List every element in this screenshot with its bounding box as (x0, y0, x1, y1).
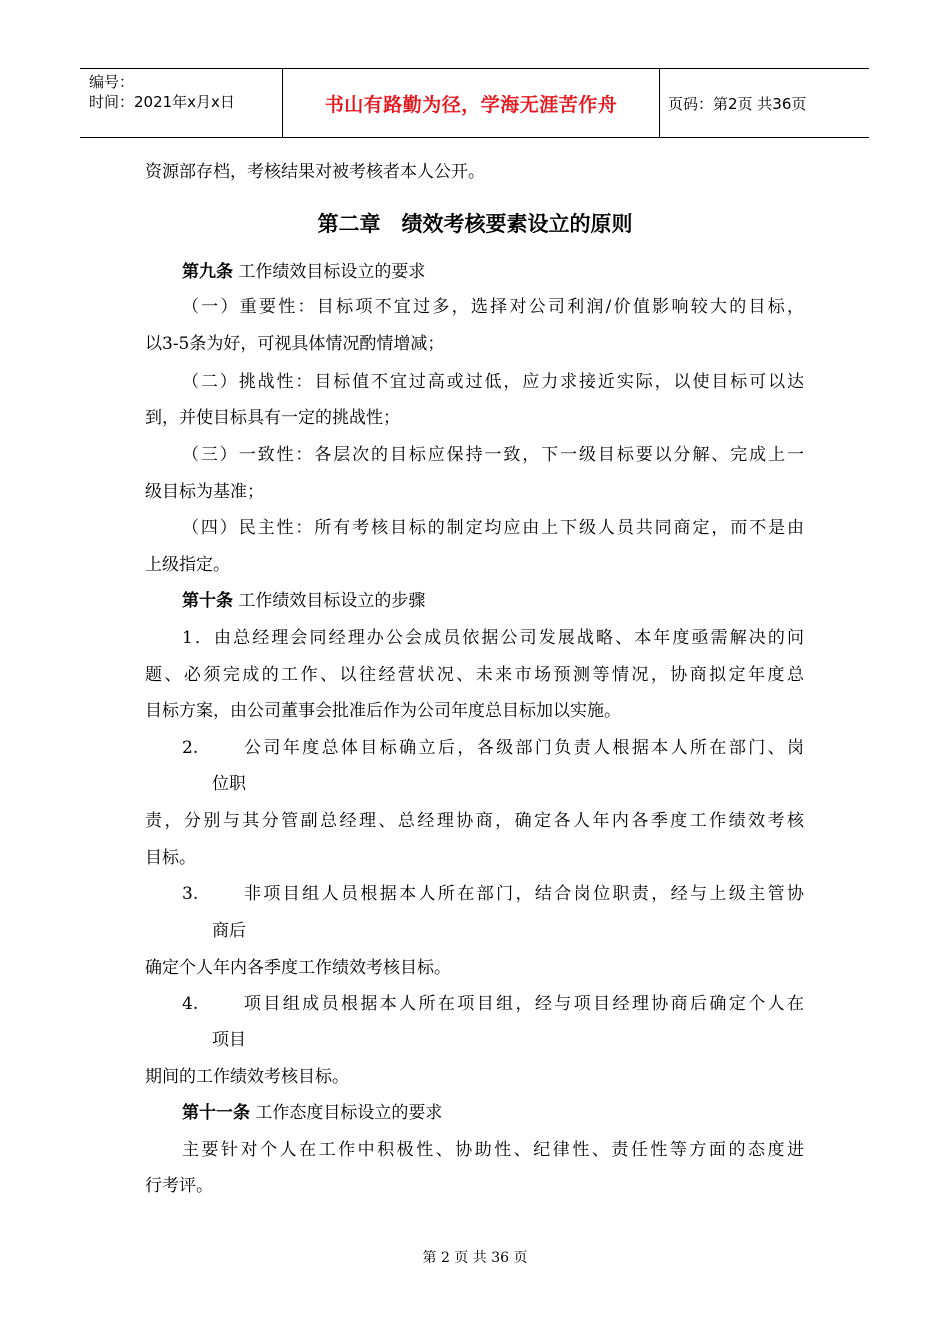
article-9-line: （三）一致性：各层次的目标应保持一致，下一级目标要以分解、完成上一 (182, 445, 804, 465)
page-footer: 第 2 页 共 36 页 (422, 1250, 528, 1266)
article-9-line: 以3-5条为好，可视具体情况酌情增减； (145, 334, 445, 354)
article-10-line: 题、必须完成的工作、以往经营状况、未来市场预测等情况，协商拟定年度总 (145, 665, 804, 685)
article-9-line: （二）挑战性：目标值不宜过高或过低，应力求接近实际，以使目标可以达 (182, 372, 804, 392)
item-number: 3. (182, 884, 199, 904)
doc-time-label: 时间：2021年x月x日 (89, 93, 235, 111)
article-10-line: 确定个人年内各季度工作绩效考核目标。 (145, 958, 451, 978)
article-9-heading (182, 262, 425, 282)
article-10-line: 责，分别与其分管副总经理、总经理协商，确定各人年内各季度工作绩效考核 (145, 811, 804, 831)
article-10-title: 第十条 (182, 591, 233, 611)
article-9-line: 到，并使目标具有一定的挑战性； (145, 408, 400, 428)
doc-number-label: 编号： (89, 73, 135, 91)
header-motto: 书山有路勤为径，学海无涯苦作舟 (283, 69, 660, 137)
article-10-line: 目标方案，由公司董事会批准后作为公司年度总目标加以实施。 (145, 701, 621, 721)
article-11-heading (182, 1103, 442, 1123)
item-number: 2. (182, 738, 199, 758)
intro-line: 资源部存档，考核结果对被考核者本人公开。 (145, 162, 485, 182)
article-10-subtitle: 工作绩效目标设立的步骤 (238, 591, 426, 611)
article-11-title: 第十一条 (182, 1103, 250, 1123)
article-10-line: 公司年度总体目标确立后，各级部门负责人根据本人所在部门、岗 (244, 738, 804, 758)
article-9-title: 第九条 (182, 262, 233, 282)
article-10-line: 位职 (212, 774, 246, 794)
article-9-line: （一）重要性：目标项不宜过多，选择对公司利润/价值影响较大的目标， (182, 297, 804, 317)
article-11-line: 主要针对个人在工作中积极性、协助性、纪律性、责任性等方面的态度进 (182, 1140, 804, 1160)
article-10-heading (182, 591, 425, 611)
page-header (80, 68, 869, 138)
article-9-line: 上级指定。 (145, 555, 230, 575)
article-9-subtitle: 工作绩效目标设立的要求 (238, 262, 426, 282)
article-9-line: 级目标为基准； (145, 482, 264, 502)
article-10-line: 目标。 (145, 848, 196, 868)
article-10-line: 项目组成员根据本人所在项目组，经与项目经理协商后确定个人在 (244, 994, 804, 1014)
article-9-line: （四）民主性：所有考核目标的制定均应由上下级人员共同商定，而不是由 (182, 518, 804, 538)
article-11-subtitle: 工作态度目标设立的要求 (255, 1103, 443, 1123)
header-page-label: 页码：第2页 共36页 (668, 94, 807, 113)
article-10-line: 商后 (212, 921, 246, 941)
chapter-title: 第二章 绩效考核要素设立的原则 (317, 212, 633, 236)
article-10-line: 项目 (212, 1030, 246, 1050)
item-number: 4. (182, 994, 199, 1014)
article-10-line: 1．由总经理会同经理办公会成员依据公司发展战略、本年度亟需解决的问 (182, 628, 804, 648)
article-11-line: 行考评。 (145, 1176, 213, 1196)
article-10-line: 非项目组人员根据本人所在部门，结合岗位职责，经与上级主管协 (244, 884, 804, 904)
article-10-line: 期间的工作绩效考核目标。 (145, 1067, 349, 1087)
header-meta (80, 69, 283, 137)
